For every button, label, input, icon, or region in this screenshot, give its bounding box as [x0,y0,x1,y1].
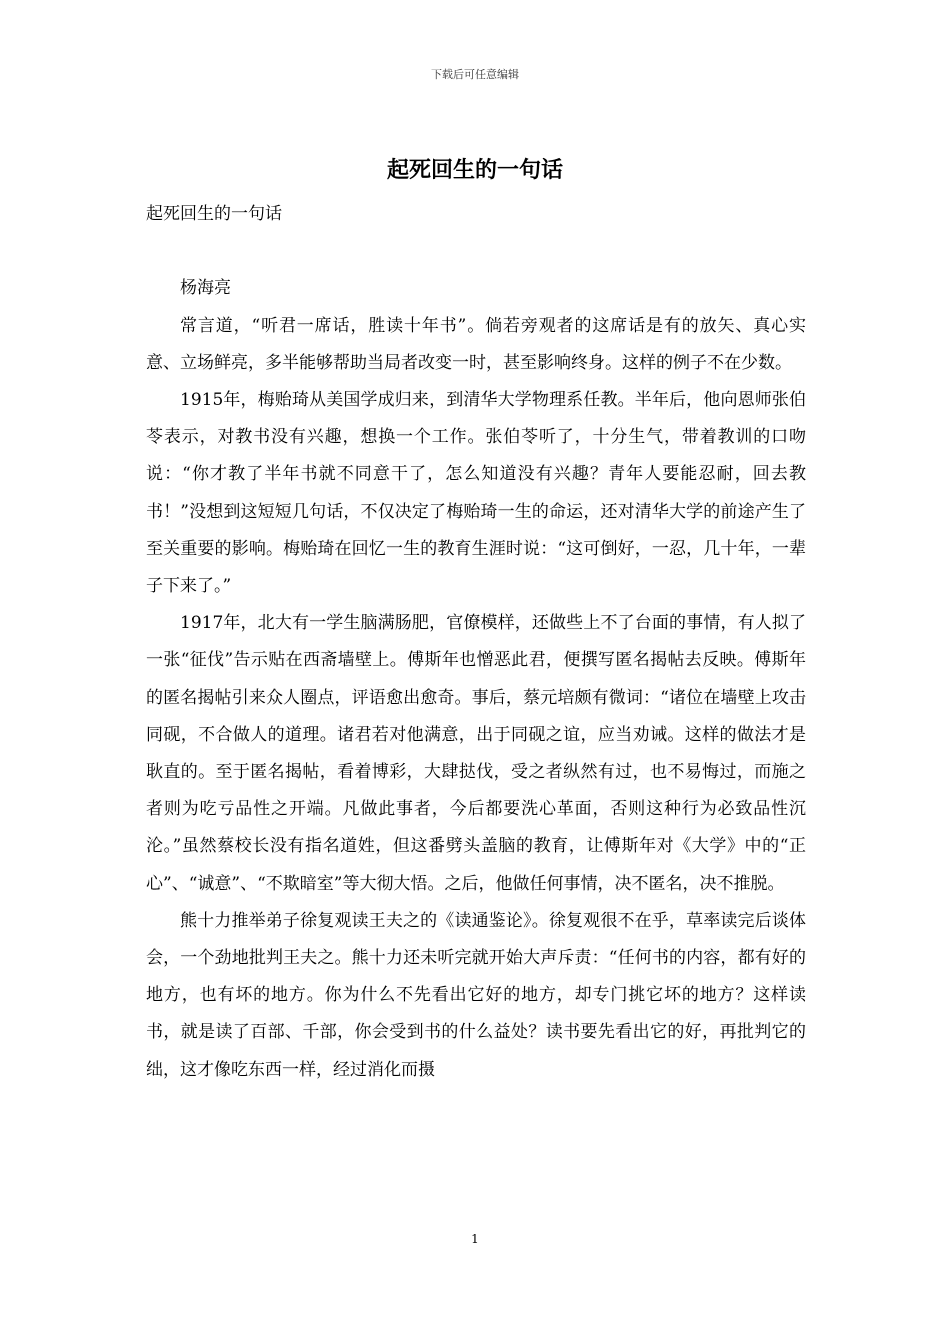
page-number: 1 [471,1232,479,1246]
author-line: 杨海亮 [180,278,231,299]
paragraph: 常言道，“听君一席话，胜读十年书”。倘若旁观者的这席话是有的放矢、真心实意、立场鲜亮，多半能够帮助当局者改变一时，甚至影响终身。这样的例子不在少数。 [146,315,806,373]
document-subtitle: 起死回生的一句话 [146,204,282,224]
blank-line [146,233,806,270]
paragraph: 1917年，北大有一学生脑满肠肥，官僚模样，还做些上不了台面的事情，有人拟了一张“征伐”告示贴在西斋墙壁上。傅斯年也憎恶此君，便撰写匿名揭帖去反映。傅斯年的匿名揭帖引来众人圈点，评语愈出愈奇。事后，蔡元培颇有微词：“诸位在墙壁上攻击同砚，不合做人的道理。诸君若对他满意，出于同砚之谊，应当劝诫。这样的做法才是耿直的。至于匿名揭帖，看着博彩，大肆挞伐，受之者纵然有过，也不易悔过，而施之者则为吃亏品性之开端。凡做此事者，今后都要洗心革面，否则这种行为必致品性沉沦。”虽然蔡校长没有指名道姓，但这番劈头盖脑的教育，让傅斯年对《大学》中的“正心”、“诚意”、“不欺暗室”等大彻大悟。之后，他做任何事情，决不匿名，决不推脱。 [146,613,806,894]
paragraph: 熊十力推举弟子徐复观读王夫之的《读通鉴论》。徐复观很不在乎，草率读完后谈体会，一个劲地批判王夫之。熊十力还未听完就开始大声斥责：“任何书的内容，都有好的地方，也有坏的地方。你为什么不先看出它好的地方，却专门挑它坏的地方？这样读书，就是读了百部、千部，你会受到书的什么益处？读书要先看出它的好，再批判它的绌，这才像吃东西一样，经过消化而摄 [146,910,806,1080]
header-note: 下载后可任意编辑 [431,68,519,81]
paragraph: 1915年，梅贻琦从美国学成归来，到清华大学物理系任教。半年后，他向恩师张伯苓表示，对教书没有兴趣，想换一个工作。张伯苓听了，十分生气，带着教训的口吻说：“你才教了半年书就不同意干了，怎么知道没有兴趣？青年人要能忍耐，回去教书！”没想到这短短几句话，不仅决定了梅贻琦一生的命运，还对清华大学的前途产生了至关重要的影响。梅贻琦在回忆一生的教育生涯时说：“这可倒好，一忍，几十年，一辈子下来了。” [146,390,806,597]
document-title: 起死回生的一句话 [386,157,563,183]
document-body [146,196,806,1089]
